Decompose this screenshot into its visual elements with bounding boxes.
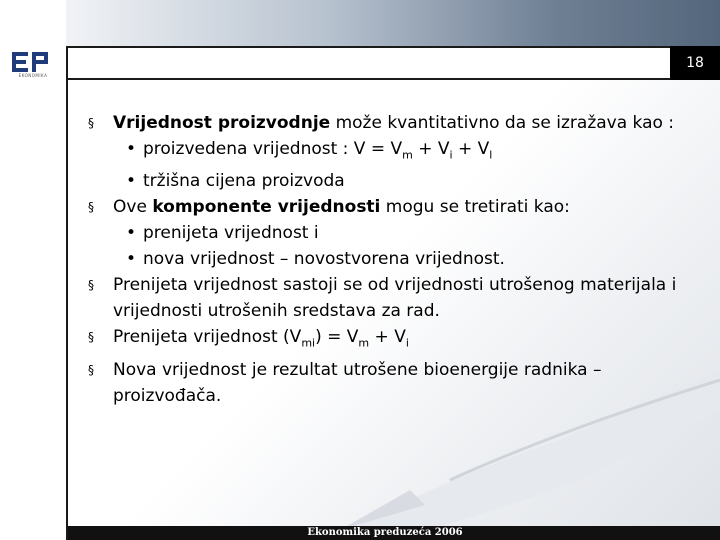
sub-bullet-item: • prenijeta vrijednost i (126, 223, 319, 244)
subscript: i (405, 336, 409, 350)
bullet-text: tržišna cijena proizvoda (143, 171, 345, 192)
bullet-text: nova vrijednost – novostvorena vrijednost. (143, 249, 505, 270)
bullet-list (88, 110, 688, 409)
bullet-text: mogu se tretirati kao: (380, 197, 570, 218)
title-bar (66, 46, 670, 80)
bullet-text: prenijeta vrijednost i (143, 223, 319, 244)
subscript: m (358, 336, 370, 350)
bullet-text: može kvantitativno da se izražava kao : (330, 113, 675, 133)
bullet-text: Nova vrijednost je rezultat utrošene bioenergije radnika – proizvođača. (113, 359, 602, 406)
bullet-item: § Nova vrijednost je rezultat utrošene bioenergije radnika – proizvođača. (88, 359, 602, 406)
footer-text: Ekonomika preduzeća 2006 (307, 527, 463, 538)
bullet-item: § Vrijednost proizvodnje može kvantitativno da se izražava kao : (88, 113, 675, 133)
subscript: i (449, 148, 453, 162)
bullet-item: § Prenijeta vrijednost sastoji se od vrijednosti utrošenog materijala i vrijednosti utrošenih sredstava za rad. (88, 275, 677, 322)
bullet-text: + V (412, 139, 450, 159)
bold-term: komponente vrijednosti (152, 197, 381, 218)
bullet-text: Ove (113, 197, 153, 218)
logo-subtext: EKONOMIKA (18, 73, 48, 78)
bold-term: Vrijednost proizvodnje (113, 113, 331, 133)
sub-bullet-item: • proizvedena vrijednost : $V = V_m + V_i + V_l$ (126, 139, 493, 162)
sub-bullet-item: • tržišna cijena proizvoda (126, 171, 345, 192)
bullet-text: proizvedena vrijednost : V = V (143, 139, 403, 159)
subscript: m (402, 148, 413, 162)
left-strip (0, 0, 68, 540)
subscript: mi (301, 336, 316, 350)
bullet-text: Prenijeta vrijednost (V (113, 327, 302, 348)
bullet-text: ) = V (315, 327, 359, 348)
sub-bullet-item: • nova vrijednost – novostvorena vrijednost. (126, 249, 505, 270)
bullet-item: § Prenijeta vrijednost $(V_{mi}) = V_m + V_i$ (88, 327, 409, 350)
page-number: 18 (670, 46, 720, 80)
subscript: l (489, 148, 493, 162)
header-band (66, 0, 720, 46)
bullet-item: § Ove komponente vrijednosti mogu se tretirati kao: (88, 197, 570, 218)
bullet-text: + V (452, 139, 490, 159)
bullet-text: Prenijeta vrijednost sastoji se od vrijednosti utrošenog materijala i vrijednosti utrošenih sredstava za rad. (113, 275, 677, 322)
bullet-text: + V (369, 327, 406, 348)
